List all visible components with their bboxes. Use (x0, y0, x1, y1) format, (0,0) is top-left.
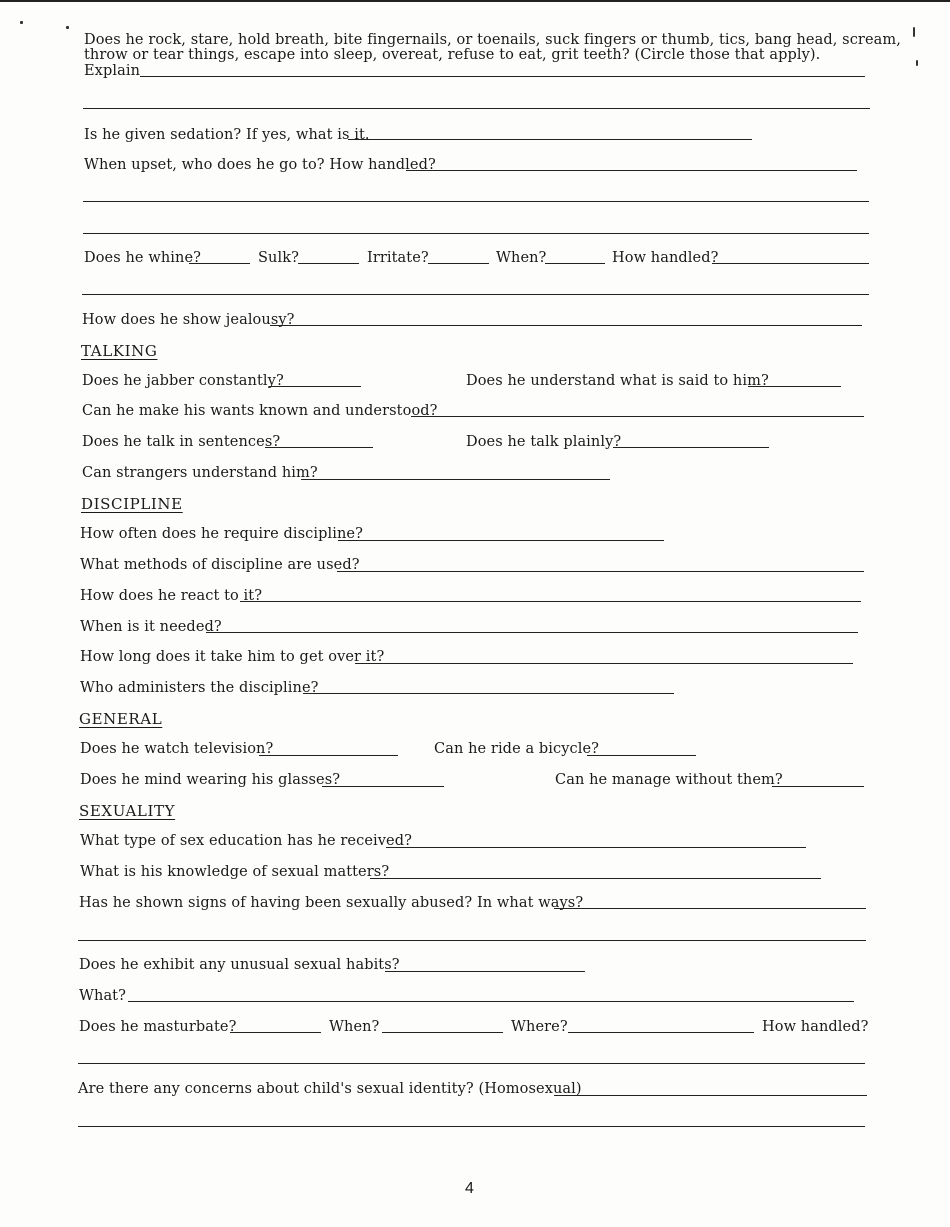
how-often-blank[interactable] (338, 540, 664, 541)
answer-line[interactable] (83, 108, 870, 109)
glasses-blank[interactable] (322, 786, 444, 787)
sedation-blank[interactable] (348, 139, 752, 140)
habits-question: Does he exhibit any unusual sexual habits? (79, 957, 400, 973)
masturbate-when-blank[interactable] (382, 1032, 503, 1033)
upset-blank[interactable] (406, 170, 857, 171)
when-label: When? (496, 250, 547, 266)
answer-line[interactable] (82, 294, 869, 295)
education-question: What type of sex education has he received? (80, 833, 412, 849)
methods-question: What methods of discipline are used? (80, 557, 360, 573)
jabber-blank[interactable] (269, 386, 361, 387)
scan-speck (916, 60, 918, 66)
tv-blank[interactable] (259, 755, 398, 756)
discipline-heading: DISCIPLINE (81, 495, 183, 513)
manage-question: Can he manage without them? (555, 772, 783, 788)
question-rock-line2: throw or tear things, escape into sleep, overeat, refuse to eat, grit teeth? (Circle those that apply). (84, 47, 821, 63)
react-question: How does he react to it? (80, 588, 263, 604)
irritate-label: Irritate? (367, 250, 429, 266)
answer-line[interactable] (78, 1063, 865, 1064)
sedation-question: Is he given sedation? If yes, what is it. (84, 127, 370, 143)
bicycle-question: Can he ride a bicycle? (434, 741, 600, 757)
scan-speck (913, 27, 915, 37)
tv-question: Does he watch television? (80, 741, 274, 757)
needed-blank[interactable] (206, 632, 858, 633)
page-number: 4 (465, 1180, 474, 1197)
masturbate-when-label: When? (329, 1019, 380, 1035)
when-blank[interactable] (545, 263, 605, 264)
understand-blank[interactable] (748, 386, 841, 387)
sulk-label: Sulk? (258, 250, 299, 266)
knowledge-blank[interactable] (370, 878, 821, 879)
abused-blank[interactable] (554, 908, 866, 909)
education-blank[interactable] (386, 847, 806, 848)
react-blank[interactable] (240, 601, 861, 602)
explain-label: Explain (84, 63, 141, 79)
needed-question: When is it needed? (80, 619, 222, 635)
what-label: What? (79, 988, 126, 1004)
sexuality-heading: SEXUALITY (79, 802, 176, 820)
whine-label: Does he whine? (84, 250, 201, 266)
plainly-question: Does he talk plainly? (466, 434, 622, 450)
whine-blank[interactable] (189, 263, 250, 264)
who-blank[interactable] (303, 693, 674, 694)
glasses-question: Does he mind wearing his glasses? (80, 772, 341, 788)
answer-line[interactable] (78, 1126, 865, 1127)
explain-blank[interactable] (140, 76, 865, 77)
identity-question: Are there any concerns about child's sexual identity? (Homosexual) (78, 1081, 582, 1097)
talking-heading: TALKING (81, 342, 158, 360)
sulk-blank[interactable] (298, 263, 359, 264)
how-handled-blank[interactable] (712, 263, 869, 264)
knowledge-question: What is his knowledge of sexual matters? (80, 864, 390, 880)
answer-line[interactable] (83, 233, 869, 234)
manage-blank[interactable] (772, 786, 864, 787)
jealousy-question: How does he show jealousy? (82, 312, 295, 328)
how-handled-label: How handled? (612, 250, 719, 266)
how-often-question: How often does he require discipline? (80, 526, 363, 542)
general-heading: GENERAL (79, 710, 163, 728)
answer-line[interactable] (83, 201, 869, 202)
scan-speck (66, 26, 69, 29)
strangers-blank[interactable] (301, 479, 610, 480)
sentences-blank[interactable] (265, 447, 373, 448)
jabber-question: Does he jabber constantly? (82, 373, 284, 389)
understand-question: Does he understand what is said to him? (466, 373, 769, 389)
abused-question: Has he shown signs of having been sexually abused? In what ways? (79, 895, 584, 911)
scan-speck (20, 21, 23, 24)
who-question: Who administers the discipline? (80, 680, 319, 696)
methods-blank[interactable] (337, 571, 864, 572)
bicycle-blank[interactable] (587, 755, 696, 756)
upset-question: When upset, who does he go to? How handled? (84, 157, 436, 173)
masturbate-question: Does he masturbate? (79, 1019, 237, 1035)
wants-blank[interactable] (411, 416, 864, 417)
how-long-question: How long does it take him to get over it? (80, 649, 385, 665)
how-long-blank[interactable] (355, 663, 853, 664)
sentences-question: Does he talk in sentences? (82, 434, 281, 450)
masturbate-where-blank[interactable] (568, 1032, 754, 1033)
answer-line[interactable] (78, 940, 866, 941)
what-blank[interactable] (128, 1001, 854, 1002)
plainly-blank[interactable] (613, 447, 769, 448)
habits-blank[interactable] (385, 971, 585, 972)
strangers-question: Can strangers understand him? (82, 465, 318, 481)
question-rock-line1: Does he rock, stare, hold breath, bite fingernails, or toenails, suck fingers or thumb, tics, bang head, scream, (84, 32, 901, 48)
masturbate-handled-label: How handled? (762, 1019, 869, 1035)
masturbate-blank[interactable] (230, 1032, 321, 1033)
masturbate-where-label: Where? (511, 1019, 568, 1035)
identity-blank[interactable] (554, 1095, 867, 1096)
irritate-blank[interactable] (428, 263, 489, 264)
wants-question: Can he make his wants known and understood? (82, 403, 438, 419)
jealousy-blank[interactable] (270, 325, 862, 326)
